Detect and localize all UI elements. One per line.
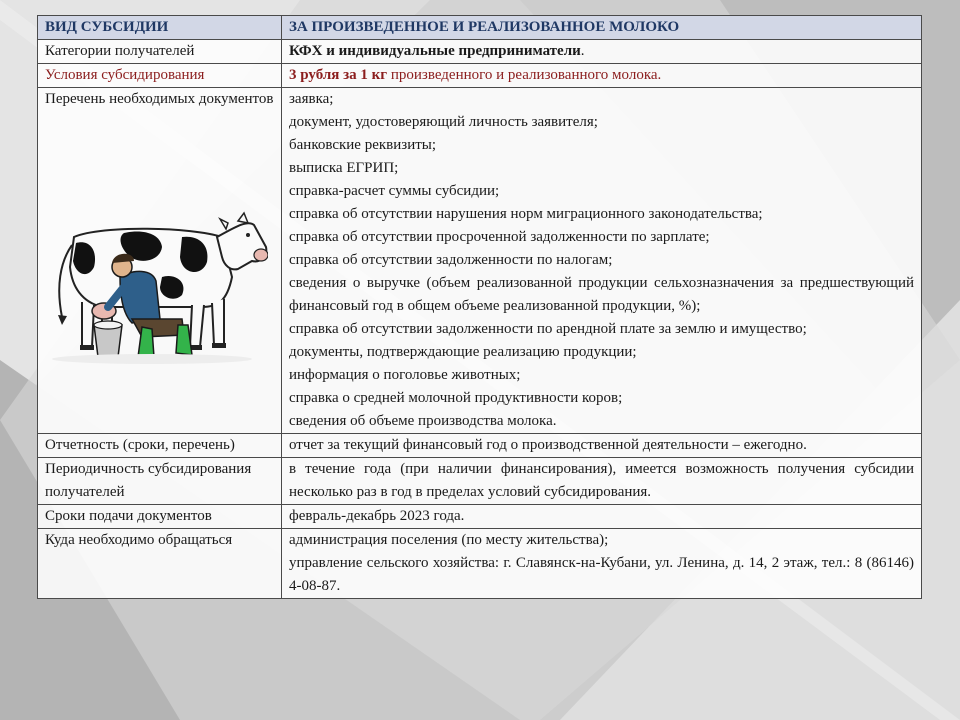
conditions-rest: произведенного и реализованного молока. bbox=[387, 67, 662, 83]
reporting-value: отчет за текущий финансовый год о производственной деятельности – ежегодно. bbox=[282, 434, 922, 458]
subsidy-table bbox=[37, 15, 922, 599]
contacts-value-cell bbox=[282, 529, 922, 599]
document-item-bank-details: банковские реквизиты; bbox=[289, 137, 437, 153]
document-item-application: заявка; bbox=[289, 91, 334, 107]
periodicity-value: в течение года (при наличии финансирования), имеется возможность получения субсидии несколько раз в год в пределах условий субсидирования. bbox=[282, 458, 922, 505]
deadlines-value: февраль-декабрь 2023 года. bbox=[282, 505, 922, 529]
reporting-label: Отчетность (сроки, перечень) bbox=[38, 434, 282, 458]
reporting-row bbox=[38, 434, 922, 458]
document-item-migration: справка об отсутствии нарушения норм миграционного законодательства; bbox=[289, 206, 763, 222]
documents-list bbox=[282, 88, 922, 434]
recipients-suffix: . bbox=[580, 43, 585, 59]
documents-row bbox=[38, 88, 922, 434]
document-item-rent-debt: справка об отсутствии задолженности по арендной плате за землю и имущество; bbox=[289, 321, 807, 337]
document-item-identity: документ, удостоверяющий личность заявителя; bbox=[289, 114, 598, 130]
document-item-sales-proof: документы, подтверждающие реализацию продукции; bbox=[289, 344, 637, 360]
cow-milking-image bbox=[42, 207, 268, 367]
document-item-milk-volume: сведения об объеме производства молока. bbox=[289, 413, 557, 429]
conditions-rate: 3 рубля за 1 кг bbox=[289, 67, 388, 83]
document-item-livestock: информация о поголовье животных; bbox=[289, 367, 521, 383]
header-subsidy-name: ЗА ПРОИЗВЕДЕННОЕ И РЕАЛИЗОВАННОЕ МОЛОКО bbox=[282, 16, 922, 40]
document-item-revenue: сведения о выручке (объем реализованной продукции сельхозназначения за предшествующий финансовый год в общем объеме реализованной продукции, %); bbox=[289, 275, 914, 314]
contacts-row bbox=[38, 529, 922, 599]
recipients-value-cell bbox=[282, 40, 922, 64]
recipients-row bbox=[38, 40, 922, 64]
deadlines-label: Сроки подачи документов bbox=[38, 505, 282, 529]
conditions-row bbox=[38, 64, 922, 88]
document-item-calculation: справка-расчет суммы субсидии; bbox=[289, 183, 500, 199]
periodicity-row bbox=[38, 458, 922, 505]
document-item-salary-debt: справка об отсутствии просроченной задолженности по зарплате; bbox=[289, 229, 710, 245]
deadlines-row bbox=[38, 505, 922, 529]
contacts-agriculture-department: управление сельского хозяйства: г. Славянск-на-Кубани, ул. Ленина, д. 14, 2 этаж, тел.: 8 (86146) 4-08-87. bbox=[289, 555, 914, 594]
document-item-tax-debt: справка об отсутствии задолженности по налогам; bbox=[289, 252, 613, 268]
contacts-settlement-admin: администрация поселения (по месту жительства); bbox=[289, 532, 609, 548]
document-item-egrip: выписка ЕГРИП; bbox=[289, 160, 399, 176]
documents-label-cell bbox=[38, 88, 282, 434]
contacts-label: Куда необходимо обращаться bbox=[38, 529, 282, 599]
recipients-label: Категории получателей bbox=[38, 40, 282, 64]
periodicity-label: Периодичность субсидирования получателей bbox=[38, 458, 282, 505]
header-subsidy-type: ВИД СУБСИДИИ bbox=[38, 16, 282, 40]
recipients-value: КФХ и индивидуальные предприниматели bbox=[289, 43, 581, 59]
document-item-milk-productivity: справка о средней молочной продуктивности коров; bbox=[289, 390, 623, 406]
conditions-label: Условия субсидирования bbox=[38, 64, 282, 88]
cow-milking-illustration bbox=[42, 207, 274, 375]
conditions-value-cell bbox=[282, 64, 922, 88]
header-row bbox=[38, 16, 922, 40]
documents-label: Перечень необходимых документов bbox=[45, 91, 274, 107]
